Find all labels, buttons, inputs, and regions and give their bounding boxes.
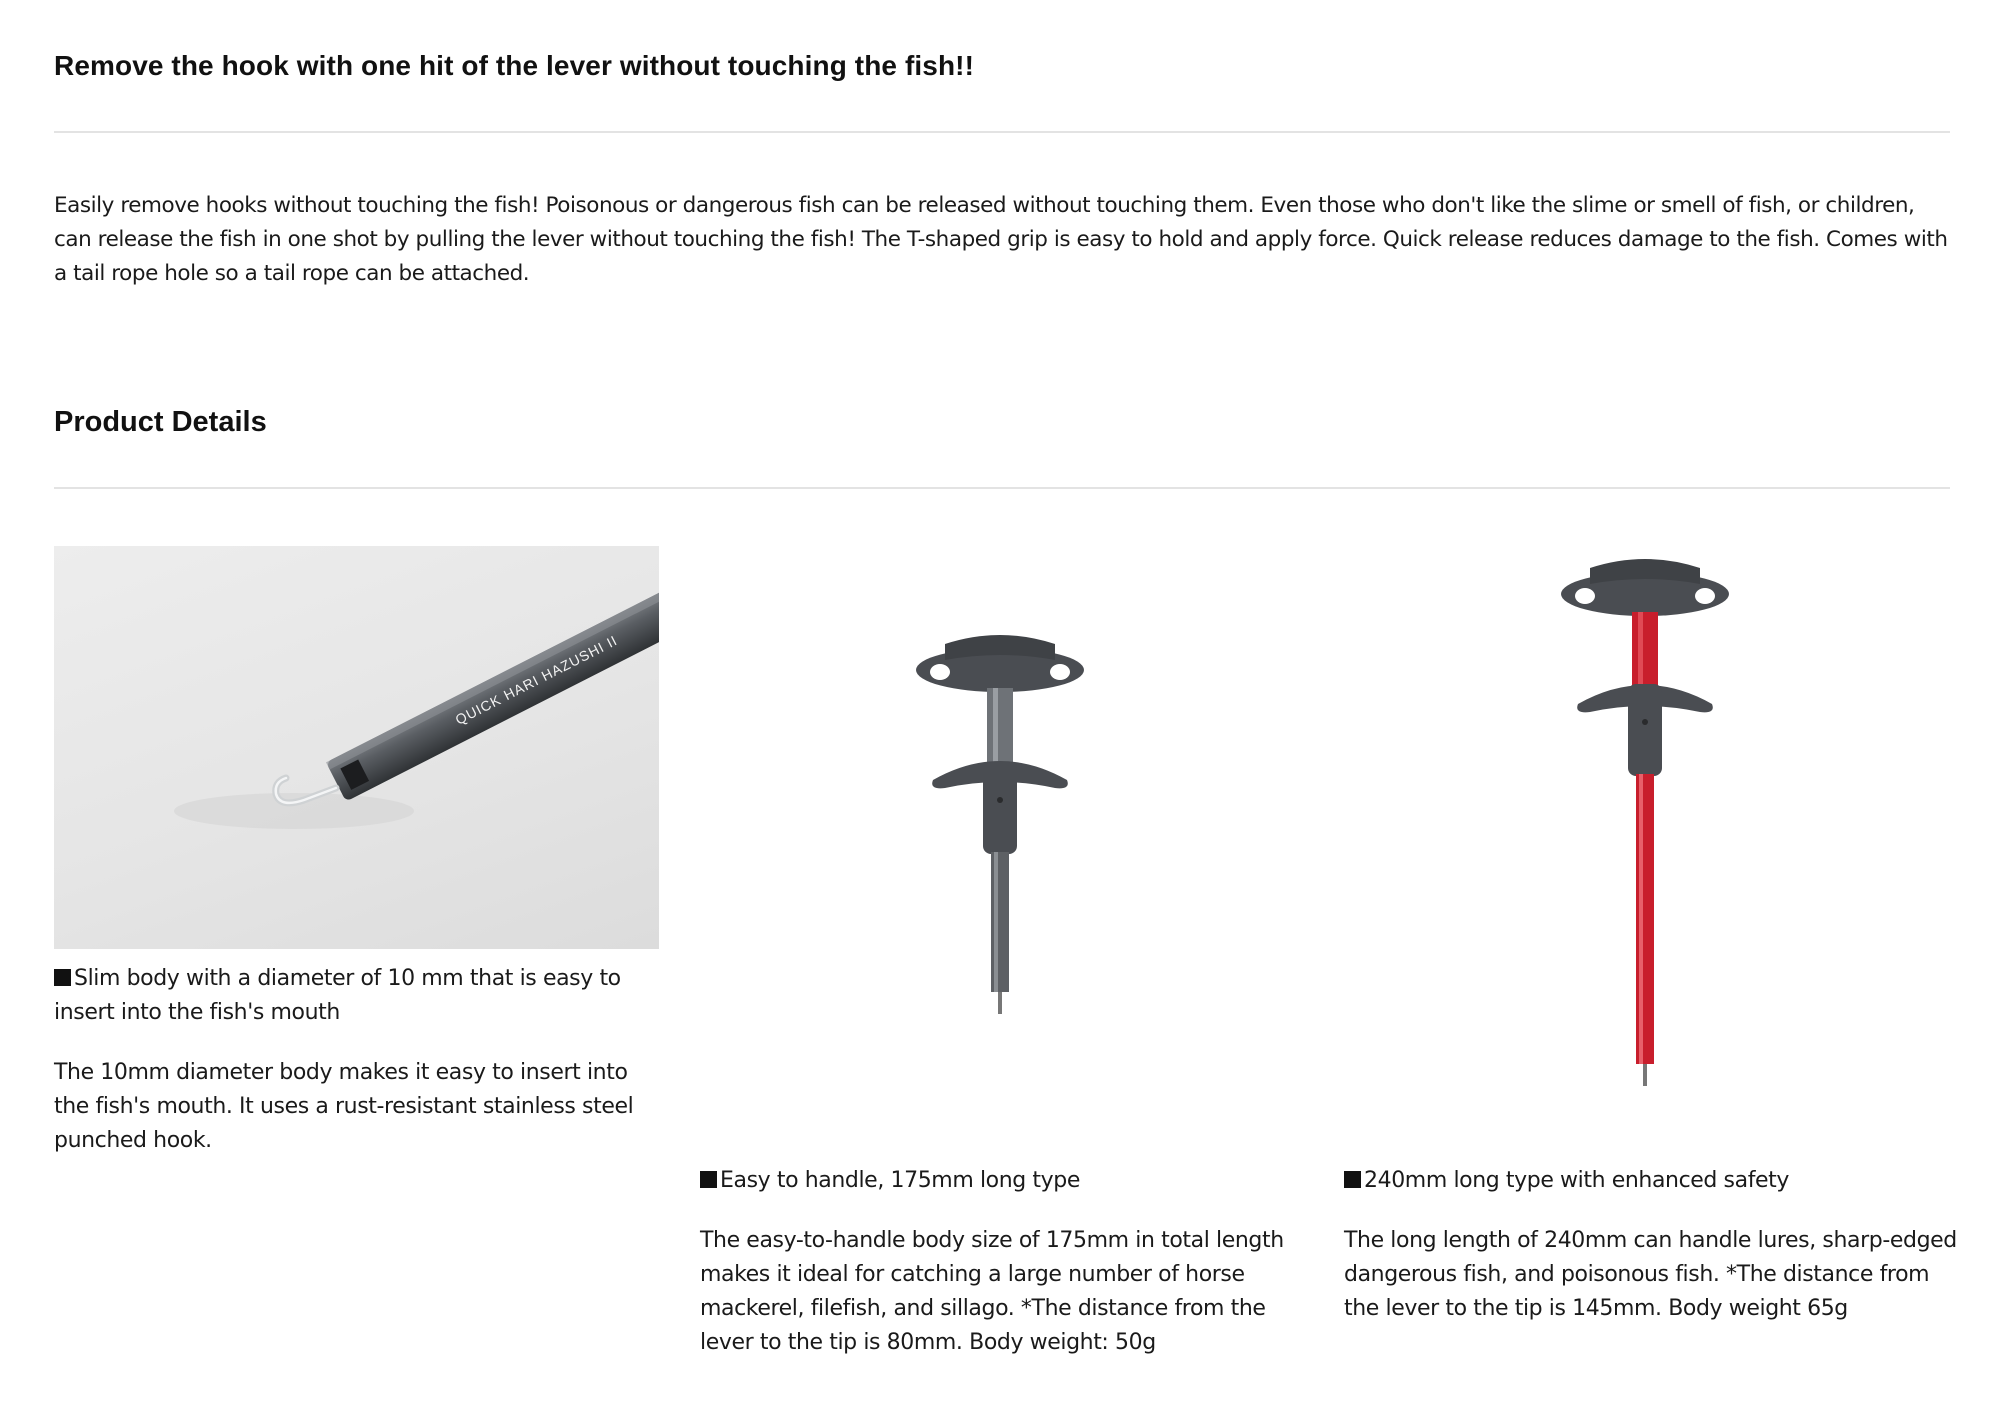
product-2-text [700,1164,1320,1360]
intro-paragraph: Easily remove hooks without touching the fish! Poisonous or dangerous fish can be released without touching them. Even those who don't like the slime or smell of fish, or children, can release the fish in one shot by pulling the lever without touching the fish! The T-shaped grip is easy to hold and apply force. Quick release reduces damage to the fish. Comes with a tail rope hole so a tail rope can be attached. [54,193,1948,286]
product-description: The 10mm diameter body makes it easy to insert into the fish's mouth. It uses a rust-resistant stainless steel punched hook. [54,1060,634,1153]
hook-tool-closeup-image [54,546,659,949]
divider [54,131,1950,133]
bullet-square-icon [700,1171,717,1188]
bullet-square-icon [54,969,71,986]
product-caption: 240mm long type with enhanced safety [1344,1164,1964,1198]
product-3-text [1344,1164,1964,1326]
product-description: The long length of 240mm can handle lures, sharp-edged dangerous fish, and poisonous fish. *The distance from the lever to the tip is 145mm. Body weight 65g [1344,1228,1957,1321]
tool-engraving: QUICK HARI HAZUSHI II [452,632,621,728]
t-grip-tool-red-image [1550,554,1740,1134]
product-caption: Easy to handle, 175mm long type [700,1164,1320,1198]
product-caption: Slim body with a diameter of 10 mm that is easy to insert into the fish's mouth [54,966,621,1025]
product-image-175mm [905,630,1095,1060]
divider [54,487,1950,489]
bullet-square-icon [1344,1171,1361,1188]
t-grip-tool-grey-image [905,630,1095,1060]
page-headline: Remove the hook with one hit of the lever without touching the fish!! [54,50,975,81]
section-title: Product Details [54,406,267,438]
product-description: The easy-to-handle body size of 175mm in total length makes it ideal for catching a large number of horse mackerel, filefish, and sillago. *The distance from the lever to the tip is 80mm. Body weight: 50g [700,1228,1284,1355]
product-photo-closeup [54,546,659,949]
product-1-text [54,962,654,1158]
product-image-240mm [1550,554,1740,1134]
